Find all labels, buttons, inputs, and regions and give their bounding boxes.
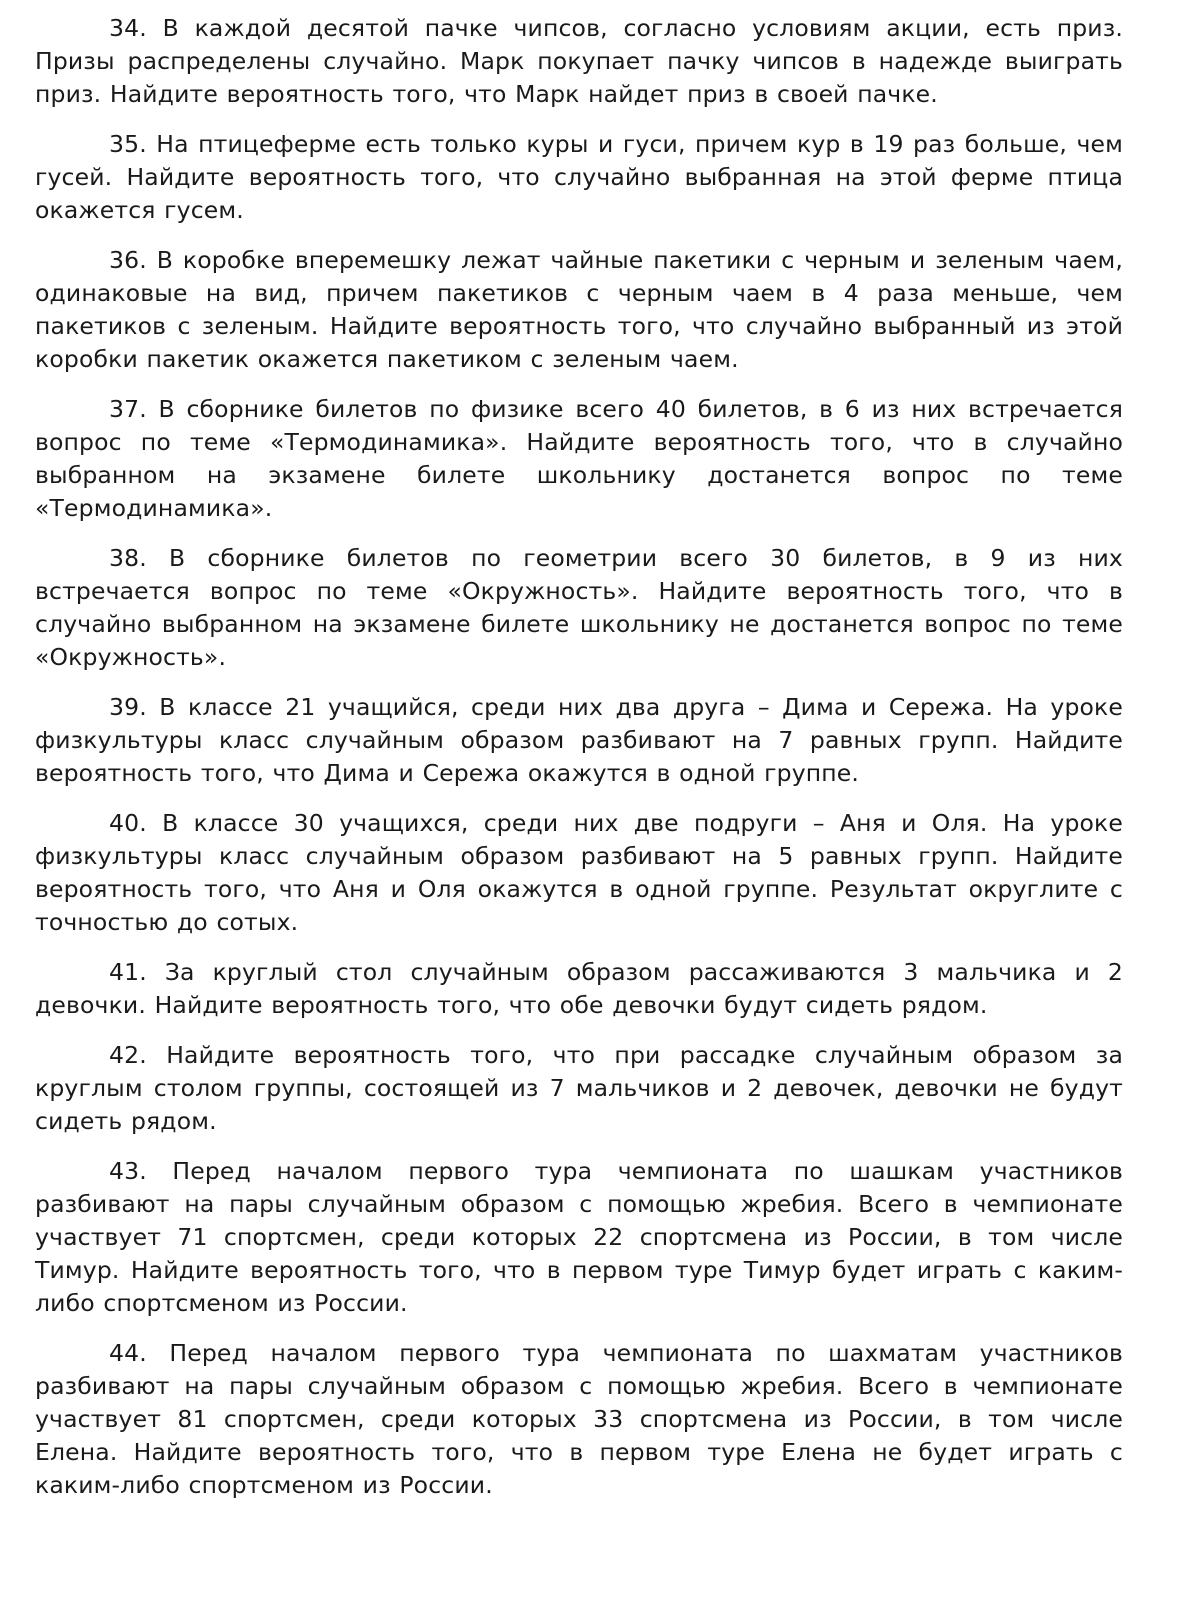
problem-text: В классе 30 учащихся, среди них две подруги – Аня и Оля. На уроке физкультуры класс случайным образом разбивают на 5 равных групп. Найдите вероятность того, что Аня и Оля окажутся в одной группе. Результат округлите с точностью до сотых.	[35, 809, 1123, 936]
problem-text: В классе 21 учащийся, среди них два друга – Дима и Сережа. На уроке физкультуры класс случайным образом разбивают на 7 равных групп. Найдите вероятность того, что Дима и Сережа окажутся в одной группе.	[35, 693, 1123, 787]
problem-42	[35, 1039, 1123, 1138]
problem-35	[35, 128, 1123, 227]
problem-list	[35, 12, 1123, 1519]
problem-text: Перед началом первого тура чемпионата по шашкам участников разбивают на пары случайным образом с помощью жребия. Всего в чемпионате участвует 71 спортсмен, среди которых 22 спортсмена из России, в том числе Тимур. Найдите вероятность того, что в первом туре Тимур будет играть с каким-либо спортсменом из России.	[35, 1157, 1123, 1317]
problem-34	[35, 12, 1123, 111]
problem-text: За круглый стол случайным образом рассаживаются 3 мальчика и 2 девочки. Найдите вероятность того, что обе девочки будут сидеть рядом.	[35, 958, 1123, 1019]
problem-text: В сборнике билетов по геометрии всего 30 билетов, в 9 из них встречается вопрос по теме «Окружность». Найдите вероятность того, что в случайно выбранном на экзамене билете школьнику не достанется вопрос по теме «Окружность».	[35, 544, 1123, 671]
problem-text: В коробке вперемешку лежат чайные пакетики с черным и зеленым чаем, одинаковые на вид, причем пакетиков с черным чаем в 4 раза меньше, чем пакетиков с зеленым. Найдите вероятность того, что случайно выбранный из этой коробки пакетик окажется пакетиком с зеленым чаем.	[35, 246, 1123, 373]
problem-number: 43.	[109, 1157, 147, 1185]
problem-text: На птицеферме есть только куры и гуси, причем кур в 19 раз больше, чем гусей. Найдите вероятность того, что случайно выбранная на этой ферме птица окажется гусем.	[35, 130, 1123, 224]
problem-38	[35, 542, 1123, 674]
problem-number: 37.	[109, 395, 147, 423]
problem-39	[35, 691, 1123, 790]
problem-number: 34.	[109, 14, 147, 42]
problem-text: Перед началом первого тура чемпионата по шахматам участников разбивают на пары случайным образом с помощью жребия. Всего в чемпионате участвует 81 спортсмен, среди которых 33 спортсмена из России, в том числе Елена. Найдите вероятность того, что в первом туре Елена не будет играть с каким-либо спортсменом из России.	[35, 1339, 1124, 1499]
problem-number: 36.	[109, 246, 147, 274]
problem-text: Найдите вероятность того, что при рассадке случайным образом за круглым столом группы, состоящей из 7 мальчиков и 2 девочек, девочки не будут сидеть рядом.	[35, 1041, 1123, 1135]
problem-number: 35.	[109, 130, 147, 158]
problem-40	[35, 807, 1123, 939]
problem-number: 39.	[109, 693, 147, 721]
problem-37	[35, 393, 1123, 525]
problem-number: 42.	[109, 1041, 147, 1069]
problem-number: 38.	[109, 544, 147, 572]
problem-41	[35, 956, 1123, 1022]
problem-text: В каждой десятой пачке чипсов, согласно условиям акции, есть приз. Призы распределены случайно. Марк покупает пачку чипсов в надежде выиграть приз. Найдите вероятность того, что Марк найдет приз в своей пачке.	[35, 14, 1123, 108]
problem-36	[35, 244, 1123, 376]
problem-number: 41.	[109, 958, 147, 986]
problem-43	[35, 1155, 1123, 1320]
problem-text: В сборнике билетов по физике всего 40 билетов, в 6 из них встречается вопрос по теме «Термодинамика». Найдите вероятность того, что в случайно выбранном на экзамене билете школьнику достанется вопрос по теме «Термодинамика».	[35, 395, 1123, 522]
problem-number: 40.	[109, 809, 147, 837]
problem-number: 44.	[109, 1339, 147, 1367]
problem-44	[35, 1337, 1123, 1502]
